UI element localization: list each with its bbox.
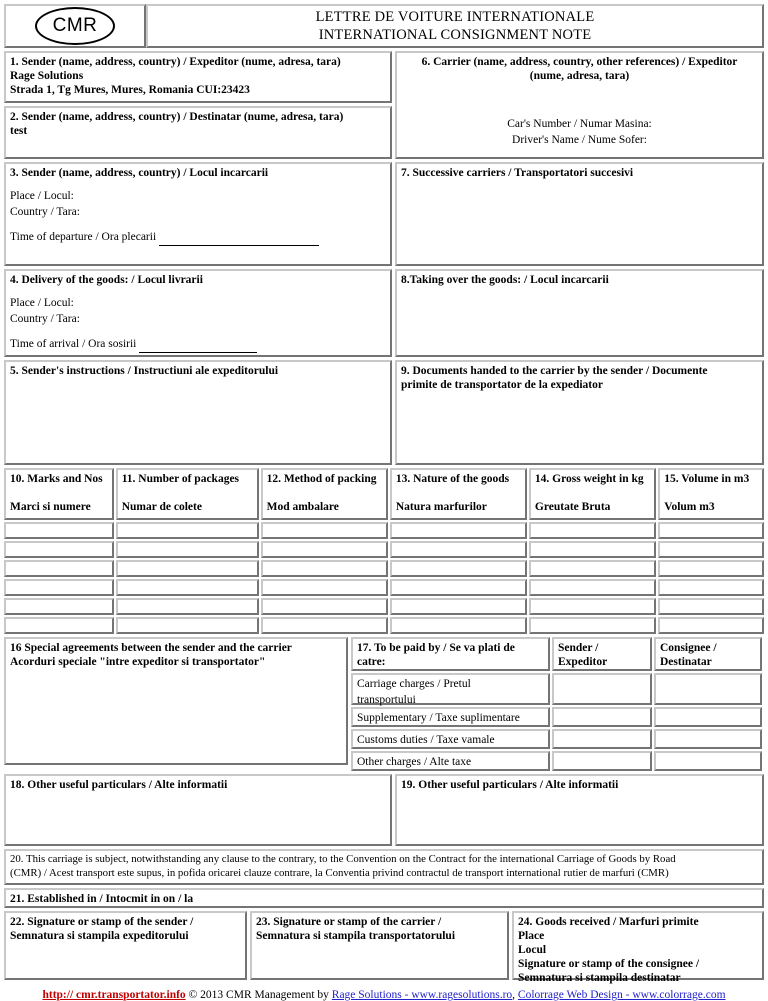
field-16-label-line2: Acorduri speciale "intre expeditor si transportator": [10, 656, 266, 669]
field-3-time-label: Time of departure / Ora plecarii: [10, 230, 157, 243]
left-column-2: [4, 162, 392, 357]
footer-separator: ,: [512, 989, 516, 1001]
field-20-convention-clause: [4, 849, 764, 885]
goods-col-number-13: 13. Nature of the goods: [395, 473, 510, 485]
document-title-cell: [146, 4, 764, 48]
goods-cell[interactable]: [529, 617, 656, 634]
payment-row-label-line2: transportului: [357, 693, 416, 706]
goods-col-header-10: [4, 468, 114, 520]
field-24-line1: 24. Goods received / Marfuri primite: [518, 916, 699, 928]
field-19-label: 19. Other useful particulars / Alte informatii: [401, 779, 619, 791]
section-row-signatures: [4, 911, 764, 985]
field-16-special-agreements[interactable]: [4, 637, 348, 765]
field-3-spacer-2: [10, 221, 386, 230]
payment-row-label: [351, 729, 550, 749]
goods-cell[interactable]: [658, 522, 764, 539]
footer-copyright-text: © 2013 CMR Management by: [188, 989, 329, 1001]
payment-sender-cell[interactable]: [552, 673, 652, 705]
payment-row: [351, 673, 764, 705]
goods-cell[interactable]: [116, 541, 259, 558]
goods-cell[interactable]: [261, 617, 388, 634]
field-6-label-line1: 6. Carrier (name, address, country, other references) / Expeditor: [421, 56, 738, 68]
field-4-place-label: Place / Locul:: [10, 297, 74, 310]
goods-col-subtitle-13: Natura marfurilor: [395, 501, 487, 514]
goods-table-row: [4, 560, 764, 577]
goods-cell[interactable]: [4, 522, 114, 539]
field-22-sender-signature[interactable]: [4, 911, 247, 980]
field-22-label-line1: 22. Signature or stamp of the sender /: [10, 916, 194, 928]
payment-col-sender-line2: Expeditor: [558, 656, 608, 669]
goods-cell[interactable]: [261, 560, 388, 577]
field-4-time-blank[interactable]: [139, 341, 257, 353]
cmr-logo-text: CMR: [52, 15, 98, 36]
field-4-spacer-2: [10, 328, 386, 337]
section-row-3: [4, 360, 764, 465]
field-7-label: 7. Successive carriers / Transportatori succesivi: [401, 167, 634, 179]
goods-table-header-row: [4, 468, 764, 520]
field-22-label-line2: Semnatura si stampila expeditorului: [10, 930, 189, 943]
goods-col-number-15: 15. Volume in m3: [664, 473, 750, 485]
field-24-line2: Place: [518, 930, 545, 943]
goods-cell[interactable]: [116, 579, 259, 596]
field-18-other-particulars[interactable]: [4, 774, 392, 846]
right-column-2: [395, 162, 764, 357]
field-4-time-label: Time of arrival / Ora sosirii: [10, 337, 137, 350]
payment-row-label: [351, 673, 550, 705]
goods-col-subtitle-12: Mod ambalare: [266, 501, 339, 514]
right-column-1: [395, 51, 764, 159]
goods-cell[interactable]: [529, 579, 656, 596]
goods-cell[interactable]: [658, 541, 764, 558]
goods-cell[interactable]: [658, 560, 764, 577]
goods-col-number-14: 14. Gross weight in kg: [534, 473, 644, 485]
field-1-company: Rage Solutions: [10, 70, 84, 83]
left-column-4: [4, 774, 392, 846]
goods-table: [4, 468, 764, 634]
field-24-goods-received[interactable]: [512, 911, 764, 985]
field-17-label-line2: catre:: [357, 656, 386, 669]
goods-col-subtitle-10: Marci si numere: [10, 501, 91, 514]
payment-consignee-cell[interactable]: [654, 751, 762, 771]
section-row-1: [4, 51, 764, 159]
goods-col-number-12: 12. Method of packing: [266, 473, 377, 485]
field-16-label-line1: 16 Special agreements between the sender and the carrier: [10, 642, 292, 654]
goods-cell[interactable]: [261, 541, 388, 558]
goods-col-header-15: [658, 468, 764, 520]
goods-cell[interactable]: [658, 579, 764, 596]
payment-consignee-cell[interactable]: [654, 707, 762, 727]
goods-col-header-11: [116, 468, 259, 520]
goods-table-row: [4, 598, 764, 615]
payment-row-label-line1: Supplementary / Taxe suplimentare: [357, 712, 520, 724]
payment-row: [351, 751, 764, 771]
field-4-country-label: Country / Tara:: [10, 312, 80, 325]
field-4-spacer: [10, 287, 386, 296]
payment-row: [351, 707, 764, 727]
goods-cell[interactable]: [390, 598, 527, 615]
goods-cell[interactable]: [4, 560, 114, 577]
goods-cell[interactable]: [529, 598, 656, 615]
goods-cell[interactable]: [261, 598, 388, 615]
field-5-sender-instructions[interactable]: [4, 360, 392, 465]
goods-cell[interactable]: [4, 617, 114, 634]
footer-link-colorrage[interactable]: Colorrage Web Design - www.colorrage.com: [517, 989, 726, 1001]
goods-table-row: [4, 541, 764, 558]
right-column-3: [395, 360, 764, 465]
left-column-1: [4, 51, 392, 159]
field-1-label: 1. Sender (name, address, country) / Expeditor (nume, adresa, tara): [10, 56, 341, 68]
goods-cell[interactable]: [390, 617, 527, 634]
goods-col-subtitle-15: Volum m3: [664, 501, 715, 514]
field-3-spacer: [10, 180, 386, 189]
field-9-documents[interactable]: [395, 360, 764, 465]
field-20-line2: (CMR) / Acest transport este supus, in pofida oricarei clauze contrare, la Conventia privind contractul de transport international rutier de marfuri (CMR): [10, 866, 669, 879]
goods-cell[interactable]: [390, 579, 527, 596]
document-header: [4, 4, 764, 48]
field-17-label-cell: [351, 637, 550, 671]
field-6-driver-name-label: Driver's Name / Nume Sofer:: [512, 133, 647, 146]
field-2-label: 2. Sender (name, address, country) / Destinatar (nume, adresa, tara): [10, 111, 344, 123]
footer-link-rage-solutions[interactable]: Rage Solutions - www.ragesolutions.ro: [331, 989, 513, 1001]
field-5-label: 5. Sender's instructions / Instructiuni ale expeditorului: [10, 365, 279, 377]
goods-table-row: [4, 522, 764, 539]
field-17-label-line1: 17. To be paid by / Se va plati de: [357, 642, 515, 654]
payment-col-consignee-line2: Destinatar: [660, 656, 712, 669]
goods-col-number-10: 10. Marks and Nos: [10, 473, 103, 485]
field-8-label: 8.Taking over the goods: / Locul incarcarii: [401, 274, 609, 286]
goods-col-subtitle-11: Numar de colete: [121, 501, 202, 514]
payment-header-row: [351, 637, 764, 671]
page-footer: [4, 983, 764, 1001]
field-6-label-line2: (nume, adresa, tara): [529, 70, 630, 83]
field-9-label-line1: 9. Documents handed to the carrier by the sender / Documente: [401, 365, 708, 377]
goods-cell[interactable]: [529, 541, 656, 558]
goods-cell[interactable]: [390, 560, 527, 577]
payment-row-label-line1: Carriage charges / Pretul: [357, 678, 471, 690]
section-row-other-particulars: [4, 774, 764, 846]
field-3-time-blank[interactable]: [159, 234, 319, 246]
goods-cell[interactable]: [116, 522, 259, 539]
field-24-line3: Locul: [518, 944, 547, 957]
section-row-2: [4, 162, 764, 357]
field-19-other-particulars[interactable]: [395, 774, 764, 846]
footer-link-cmr-transportator[interactable]: http:// cmr.transportator.info: [42, 989, 186, 1001]
field-2-consignee[interactable]: [4, 106, 392, 159]
goods-cell[interactable]: [529, 560, 656, 577]
field-23-label-line1: 23. Signature or stamp of the carrier /: [256, 916, 442, 928]
field-17-payment-table: [351, 637, 764, 771]
field-3-loading-place[interactable]: [4, 162, 392, 266]
payment-sender-cell[interactable]: [552, 707, 652, 727]
field-24-line5: Semnatura si stampila destinatar: [518, 972, 681, 985]
field-20-line1: 20. This carriage is subject, notwithstanding any clause to the contrary, to the Convention on the Contract for the international Carriage of Goods by Road: [10, 853, 676, 865]
field-24-line4: Signature or stamp of the consignee /: [518, 958, 700, 971]
goods-col-header-13: [390, 468, 527, 520]
payment-col-sender-line1: Sender /: [558, 642, 599, 654]
field-3-label: 3. Sender (name, address, country) / Locul incarcarii: [10, 167, 269, 179]
goods-cell[interactable]: [390, 541, 527, 558]
field-3-place-label: Place / Locul:: [10, 190, 74, 203]
field-1-sender[interactable]: [4, 51, 392, 103]
payment-row: [351, 729, 764, 749]
goods-cell[interactable]: [261, 579, 388, 596]
field-23-carrier-signature[interactable]: [250, 911, 509, 980]
payment-row-label-line1: Other charges / Alte taxe: [357, 756, 472, 768]
payment-consignee-cell[interactable]: [654, 729, 762, 749]
goods-cell[interactable]: [116, 617, 259, 634]
payment-col-header-consignee: [654, 637, 762, 671]
payment-col-consignee-line1: Consignee /: [660, 642, 717, 654]
payment-consignee-cell[interactable]: [654, 673, 762, 705]
goods-cell[interactable]: [116, 598, 259, 615]
field-7-successive-carriers[interactable]: [395, 162, 764, 266]
goods-table-row: [4, 617, 764, 634]
goods-cell[interactable]: [658, 598, 764, 615]
field-6-carrier[interactable]: [395, 51, 764, 159]
left-column-3: [4, 360, 392, 465]
field-3-country-label: Country / Tara:: [10, 205, 80, 218]
field-4-label: 4. Delivery of the goods: / Locul livrarii: [10, 274, 203, 286]
field-8-taking-over-goods[interactable]: [395, 269, 764, 357]
field-18-label: 18. Other useful particulars / Alte informatii: [10, 779, 228, 791]
field-2-value: test: [10, 125, 28, 138]
logo-cell: [4, 4, 146, 48]
payment-sender-cell[interactable]: [552, 729, 652, 749]
goods-table-row: [4, 579, 764, 596]
field-4-time-row: [10, 337, 386, 353]
cmr-logo-icon: [35, 7, 115, 45]
goods-cell[interactable]: [390, 522, 527, 539]
field-1-address: Strada 1, Tg Mures, Mures, Romania CUI:23423: [10, 84, 250, 97]
field-21-established-in[interactable]: [4, 888, 764, 908]
field-21-label: 21. Established in / Intocmit in on / la: [10, 893, 194, 905]
payment-col-header-sender: [552, 637, 652, 671]
goods-cell[interactable]: [4, 598, 114, 615]
goods-cell[interactable]: [4, 541, 114, 558]
payment-row-label-line1: Customs duties / Taxe vamale: [357, 734, 495, 746]
goods-col-number-11: 11. Number of packages: [121, 473, 240, 485]
goods-col-header-12: [261, 468, 388, 520]
goods-cell[interactable]: [261, 522, 388, 539]
field-9-label-line2: primite de transportator de la expediator: [401, 379, 603, 392]
goods-col-subtitle-14: Greutate Bruta: [534, 501, 611, 514]
field-6-car-number-label: Car's Number / Numar Masina:: [507, 118, 652, 131]
payment-row-label: [351, 707, 550, 727]
payment-row-label: [351, 751, 550, 771]
right-column-4: [395, 774, 764, 846]
title-french: LETTRE DE VOITURE INTERNATIONALE: [315, 8, 595, 25]
field-23-label-line2: Semnatura si stampila transportatorului: [256, 930, 456, 943]
goods-cell[interactable]: [658, 617, 764, 634]
section-row-payments: [4, 637, 764, 771]
goods-cell[interactable]: [116, 560, 259, 577]
title-english: INTERNATIONAL CONSIGNMENT NOTE: [318, 27, 592, 43]
field-4-delivery-place[interactable]: [4, 269, 392, 357]
goods-cell[interactable]: [529, 522, 656, 539]
goods-cell[interactable]: [4, 579, 114, 596]
field-6-spacer: [401, 83, 758, 117]
payment-sender-cell[interactable]: [552, 751, 652, 771]
field-3-time-row: [10, 230, 386, 246]
goods-col-header-14: [529, 468, 656, 520]
